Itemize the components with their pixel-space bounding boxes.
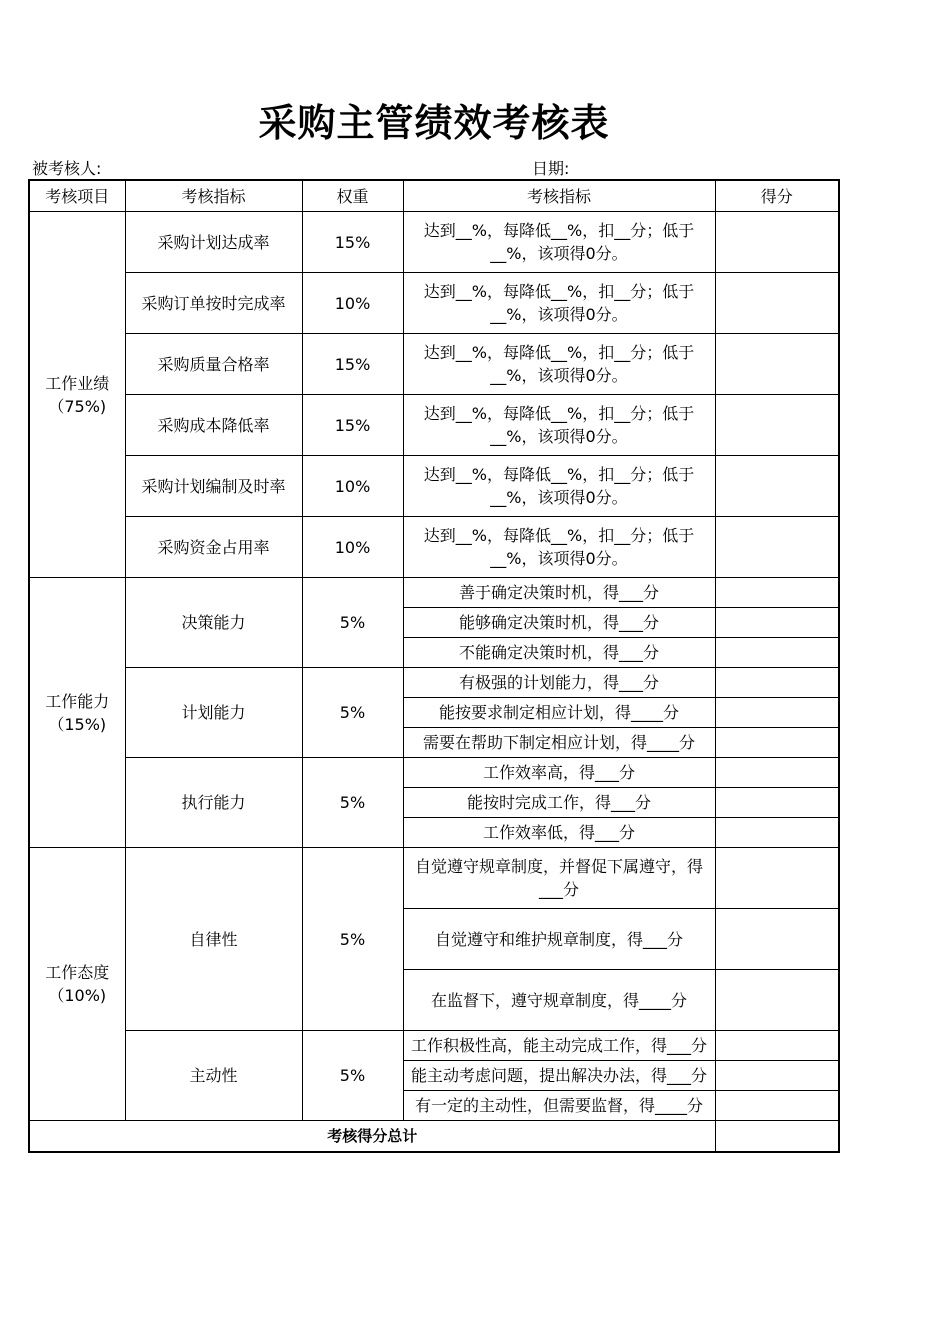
weight-cell: 5% xyxy=(302,848,403,1031)
table-row xyxy=(29,848,839,909)
score-cell[interactable] xyxy=(715,456,839,517)
score-cell[interactable] xyxy=(715,728,839,758)
indicator-cell: 决策能力 xyxy=(125,578,302,668)
page-title: 采购主管绩效考核表 xyxy=(258,101,610,145)
indicator-cell: 采购订单按时完成率 xyxy=(125,273,302,334)
criteria-cell: 能够确定决策时机，得___分 xyxy=(403,608,715,638)
score-cell[interactable] xyxy=(715,1091,839,1121)
indicator-cell: 主动性 xyxy=(125,1031,302,1121)
header-weight: 权重 xyxy=(302,180,403,212)
criteria-cell: 达到__%，每降低__%，扣__分；低于__%，该项得0分。 xyxy=(403,212,715,273)
score-cell[interactable] xyxy=(715,578,839,608)
weight-cell: 5% xyxy=(302,578,403,668)
weight-cell: 10% xyxy=(302,456,403,517)
section-attitude-label: 工作态度（10%) xyxy=(29,848,125,1121)
score-cell[interactable] xyxy=(715,1061,839,1091)
criteria-cell: 达到__%，每降低__%，扣__分；低于__%，该项得0分。 xyxy=(403,273,715,334)
table-row xyxy=(29,758,839,788)
score-cell[interactable] xyxy=(715,970,839,1031)
weight-cell: 5% xyxy=(302,668,403,758)
score-cell[interactable] xyxy=(715,395,839,456)
score-cell[interactable] xyxy=(715,608,839,638)
score-cell[interactable] xyxy=(715,638,839,668)
table-row xyxy=(29,334,839,395)
indicator-cell: 自律性 xyxy=(125,848,302,1031)
criteria-cell: 达到__%，每降低__%，扣__分；低于__%，该项得0分。 xyxy=(403,395,715,456)
criteria-cell: 需要在帮助下制定相应计划，得____分 xyxy=(403,728,715,758)
header-item: 考核项目 xyxy=(29,180,125,212)
total-score-cell[interactable] xyxy=(715,1121,839,1153)
score-cell[interactable] xyxy=(715,788,839,818)
indicator-cell: 执行能力 xyxy=(125,758,302,848)
indicator-cell: 采购成本降低率 xyxy=(125,395,302,456)
criteria-cell: 自觉遵守和维护规章制度，得___分 xyxy=(403,909,715,970)
table-row xyxy=(29,578,839,608)
score-cell[interactable] xyxy=(715,909,839,970)
section-ability-label: 工作能力（15%) xyxy=(29,578,125,848)
criteria-cell: 善于确定决策时机，得___分 xyxy=(403,578,715,608)
score-cell[interactable] xyxy=(715,758,839,788)
header-row xyxy=(29,180,839,212)
weight-cell: 15% xyxy=(302,395,403,456)
criteria-cell: 能按时完成工作，得___分 xyxy=(403,788,715,818)
header-indicator: 考核指标 xyxy=(125,180,302,212)
criteria-cell: 工作效率低，得___分 xyxy=(403,818,715,848)
table-row xyxy=(29,273,839,334)
table-row xyxy=(29,1031,839,1061)
table-row xyxy=(29,395,839,456)
assessment-table xyxy=(28,179,840,1153)
total-row xyxy=(29,1121,839,1153)
score-cell[interactable] xyxy=(715,517,839,578)
score-cell[interactable] xyxy=(715,334,839,395)
date-label: 日期: xyxy=(532,159,570,178)
weight-cell: 5% xyxy=(302,1031,403,1121)
criteria-cell: 在监督下，遵守规章制度，得____分 xyxy=(403,970,715,1031)
score-cell[interactable] xyxy=(715,212,839,273)
examinee-label: 被考核人: xyxy=(32,159,102,178)
criteria-cell: 工作积极性高，能主动完成工作，得___分 xyxy=(403,1031,715,1061)
score-cell[interactable] xyxy=(715,1031,839,1061)
criteria-cell: 能主动考虑问题，提出解决办法，得___分 xyxy=(403,1061,715,1091)
indicator-cell: 采购资金占用率 xyxy=(125,517,302,578)
score-cell[interactable] xyxy=(715,273,839,334)
weight-cell: 10% xyxy=(302,273,403,334)
criteria-cell: 有一定的主动性，但需要监督，得____分 xyxy=(403,1091,715,1121)
section-performance-label: 工作业绩（75%) xyxy=(29,212,125,578)
table-row xyxy=(29,668,839,698)
indicator-cell: 采购计划编制及时率 xyxy=(125,456,302,517)
weight-cell: 5% xyxy=(302,758,403,848)
header-criteria: 考核指标 xyxy=(403,180,715,212)
weight-cell: 15% xyxy=(302,212,403,273)
table-row xyxy=(29,212,839,273)
table-row xyxy=(29,517,839,578)
score-cell[interactable] xyxy=(715,698,839,728)
indicator-cell: 采购质量合格率 xyxy=(125,334,302,395)
criteria-cell: 工作效率高，得___分 xyxy=(403,758,715,788)
score-cell[interactable] xyxy=(715,668,839,698)
header-score: 得分 xyxy=(715,180,839,212)
indicator-cell: 计划能力 xyxy=(125,668,302,758)
criteria-cell: 不能确定决策时机，得___分 xyxy=(403,638,715,668)
score-cell[interactable] xyxy=(715,848,839,909)
criteria-cell: 能按要求制定相应计划，得____分 xyxy=(403,698,715,728)
criteria-cell: 达到__%，每降低__%，扣__分；低于__%，该项得0分。 xyxy=(403,517,715,578)
criteria-cell: 达到__%，每降低__%，扣__分；低于__%，该项得0分。 xyxy=(403,456,715,517)
indicator-cell: 采购计划达成率 xyxy=(125,212,302,273)
weight-cell: 15% xyxy=(302,334,403,395)
total-label: 考核得分总计 xyxy=(29,1121,715,1153)
weight-cell: 10% xyxy=(302,517,403,578)
score-cell[interactable] xyxy=(715,818,839,848)
criteria-cell: 有极强的计划能力，得___分 xyxy=(403,668,715,698)
criteria-cell: 自觉遵守规章制度，并督促下属遵守，得___分 xyxy=(403,848,715,909)
table-row xyxy=(29,456,839,517)
criteria-cell: 达到__%，每降低__%，扣__分；低于__%，该项得0分。 xyxy=(403,334,715,395)
